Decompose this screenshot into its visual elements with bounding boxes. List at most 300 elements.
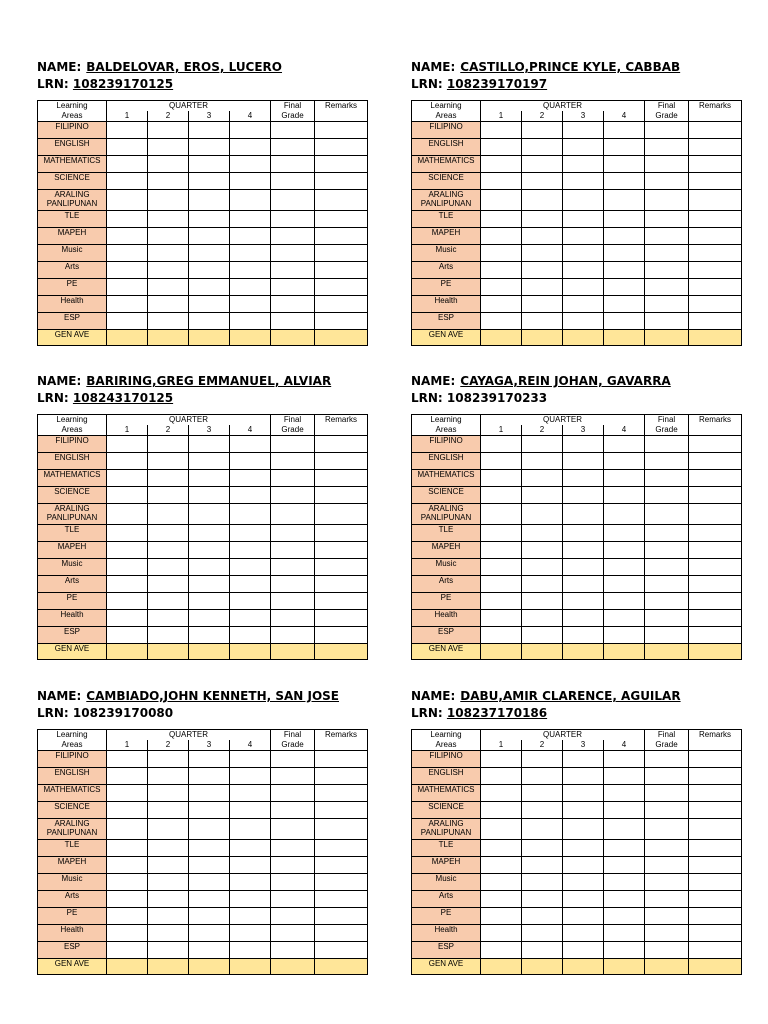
grade-cell-q1[interactable] <box>481 436 522 453</box>
final-grade-cell[interactable] <box>645 874 689 891</box>
remarks-cell[interactable] <box>689 470 742 487</box>
remarks-cell[interactable] <box>689 751 742 768</box>
grade-cell-q4[interactable] <box>230 593 271 610</box>
grade-cell-q4[interactable] <box>604 525 645 542</box>
grade-cell-q3[interactable] <box>563 122 604 139</box>
grade-cell-q2[interactable] <box>148 908 189 925</box>
final-grade-cell[interactable] <box>271 559 315 576</box>
remarks-cell[interactable] <box>689 156 742 173</box>
grade-cell-q3[interactable] <box>563 504 604 525</box>
grade-cell-q1[interactable] <box>107 751 148 768</box>
remarks-cell[interactable] <box>315 819 368 840</box>
remarks-cell[interactable] <box>315 504 368 525</box>
grade-cell-q2[interactable] <box>522 122 563 139</box>
grade-cell-q3[interactable] <box>189 576 230 593</box>
grade-cell-q3[interactable] <box>563 559 604 576</box>
grade-cell-q1[interactable] <box>107 228 148 245</box>
grade-cell-q2[interactable] <box>148 627 189 644</box>
remarks-cell[interactable] <box>315 874 368 891</box>
grade-cell-q4[interactable] <box>604 542 645 559</box>
remarks-cell[interactable] <box>315 262 368 279</box>
grade-cell-q1[interactable] <box>481 139 522 156</box>
gen-ave-remarks[interactable] <box>689 644 742 660</box>
grade-cell-q4[interactable] <box>230 525 271 542</box>
grade-cell-q2[interactable] <box>522 542 563 559</box>
grade-cell-q2[interactable] <box>522 504 563 525</box>
final-grade-cell[interactable] <box>271 245 315 262</box>
grade-cell-q3[interactable] <box>563 296 604 313</box>
grade-cell-q3[interactable] <box>563 211 604 228</box>
final-grade-cell[interactable] <box>645 228 689 245</box>
grade-cell-q1[interactable] <box>107 122 148 139</box>
grade-cell-q3[interactable] <box>189 470 230 487</box>
grade-cell-q1[interactable] <box>481 453 522 470</box>
grade-cell-q4[interactable] <box>230 279 271 296</box>
final-grade-cell[interactable] <box>271 874 315 891</box>
remarks-cell[interactable] <box>315 245 368 262</box>
remarks-cell[interactable] <box>689 908 742 925</box>
grade-cell-q1[interactable] <box>107 173 148 190</box>
grade-cell-q3[interactable] <box>189 296 230 313</box>
final-grade-cell[interactable] <box>271 296 315 313</box>
final-grade-cell[interactable] <box>271 891 315 908</box>
grade-cell-q2[interactable] <box>522 576 563 593</box>
final-grade-cell[interactable] <box>271 610 315 627</box>
grade-cell-q2[interactable] <box>522 525 563 542</box>
remarks-cell[interactable] <box>689 857 742 874</box>
final-grade-cell[interactable] <box>645 504 689 525</box>
grade-cell-q3[interactable] <box>563 593 604 610</box>
grade-cell-q4[interactable] <box>230 768 271 785</box>
final-grade-cell[interactable] <box>645 840 689 857</box>
grade-cell-q4[interactable] <box>230 470 271 487</box>
grade-cell-q2[interactable] <box>148 139 189 156</box>
grade-cell-q1[interactable] <box>107 891 148 908</box>
final-grade-cell[interactable] <box>645 627 689 644</box>
grade-cell-q4[interactable] <box>604 279 645 296</box>
final-grade-cell[interactable] <box>645 819 689 840</box>
remarks-cell[interactable] <box>315 802 368 819</box>
remarks-cell[interactable] <box>689 942 742 959</box>
grade-cell-q1[interactable] <box>481 228 522 245</box>
grade-cell-q4[interactable] <box>230 173 271 190</box>
gen-ave-final[interactable] <box>271 330 315 346</box>
remarks-cell[interactable] <box>689 576 742 593</box>
grade-cell-q4[interactable] <box>230 942 271 959</box>
final-grade-cell[interactable] <box>645 156 689 173</box>
grade-cell-q3[interactable] <box>189 313 230 330</box>
final-grade-cell[interactable] <box>645 768 689 785</box>
final-grade-cell[interactable] <box>645 296 689 313</box>
grade-cell-q1[interactable] <box>107 802 148 819</box>
final-grade-cell[interactable] <box>645 576 689 593</box>
gen-ave-final[interactable] <box>645 330 689 346</box>
final-grade-cell[interactable] <box>271 542 315 559</box>
final-grade-cell[interactable] <box>645 610 689 627</box>
final-grade-cell[interactable] <box>271 436 315 453</box>
grade-cell-q1[interactable] <box>481 785 522 802</box>
grade-cell-q3[interactable] <box>189 785 230 802</box>
grade-cell-q1[interactable] <box>481 840 522 857</box>
grade-cell-q4[interactable] <box>230 262 271 279</box>
grade-cell-q1[interactable] <box>481 768 522 785</box>
final-grade-cell[interactable] <box>271 453 315 470</box>
final-grade-cell[interactable] <box>645 262 689 279</box>
grade-cell-q2[interactable] <box>522 296 563 313</box>
grade-cell-q2[interactable] <box>522 139 563 156</box>
grade-cell-q2[interactable] <box>148 840 189 857</box>
remarks-cell[interactable] <box>689 139 742 156</box>
grade-cell-q1[interactable] <box>107 245 148 262</box>
final-grade-cell[interactable] <box>271 785 315 802</box>
grade-cell-q1[interactable] <box>481 296 522 313</box>
remarks-cell[interactable] <box>689 525 742 542</box>
remarks-cell[interactable] <box>315 559 368 576</box>
grade-cell-q3[interactable] <box>563 139 604 156</box>
grade-cell-q3[interactable] <box>189 874 230 891</box>
grade-cell-q2[interactable] <box>522 942 563 959</box>
grade-cell-q4[interactable] <box>230 802 271 819</box>
final-grade-cell[interactable] <box>271 576 315 593</box>
grade-cell-q3[interactable] <box>189 559 230 576</box>
grade-cell-q1[interactable] <box>107 139 148 156</box>
grade-cell-q4[interactable] <box>604 802 645 819</box>
grade-cell-q4[interactable] <box>230 436 271 453</box>
final-grade-cell[interactable] <box>271 627 315 644</box>
grade-cell-q1[interactable] <box>107 559 148 576</box>
grade-cell-q3[interactable] <box>563 819 604 840</box>
gen-ave-q2[interactable] <box>522 330 563 346</box>
gen-ave-q2[interactable] <box>148 644 189 660</box>
grade-cell-q4[interactable] <box>604 453 645 470</box>
grade-cell-q2[interactable] <box>522 908 563 925</box>
grade-cell-q2[interactable] <box>522 593 563 610</box>
gen-ave-remarks[interactable] <box>315 959 368 975</box>
grade-cell-q3[interactable] <box>563 173 604 190</box>
remarks-cell[interactable] <box>315 942 368 959</box>
grade-cell-q2[interactable] <box>522 559 563 576</box>
grade-cell-q3[interactable] <box>189 610 230 627</box>
grade-cell-q1[interactable] <box>481 610 522 627</box>
grade-cell-q2[interactable] <box>522 470 563 487</box>
grade-cell-q3[interactable] <box>563 874 604 891</box>
grade-cell-q2[interactable] <box>148 819 189 840</box>
gen-ave-q2[interactable] <box>148 330 189 346</box>
gen-ave-final[interactable] <box>271 644 315 660</box>
grade-cell-q4[interactable] <box>230 453 271 470</box>
grade-cell-q3[interactable] <box>563 190 604 211</box>
remarks-cell[interactable] <box>315 487 368 504</box>
grade-cell-q3[interactable] <box>189 190 230 211</box>
gen-ave-final[interactable] <box>645 644 689 660</box>
grade-cell-q1[interactable] <box>481 751 522 768</box>
remarks-cell[interactable] <box>315 610 368 627</box>
grade-cell-q1[interactable] <box>107 593 148 610</box>
grade-cell-q4[interactable] <box>604 576 645 593</box>
remarks-cell[interactable] <box>689 840 742 857</box>
grade-cell-q2[interactable] <box>148 751 189 768</box>
grade-cell-q2[interactable] <box>148 487 189 504</box>
grade-cell-q4[interactable] <box>604 857 645 874</box>
final-grade-cell[interactable] <box>645 593 689 610</box>
grade-cell-q4[interactable] <box>230 190 271 211</box>
grade-cell-q2[interactable] <box>522 891 563 908</box>
grade-cell-q4[interactable] <box>604 785 645 802</box>
grade-cell-q3[interactable] <box>189 857 230 874</box>
gen-ave-q4[interactable] <box>604 644 645 660</box>
grade-cell-q4[interactable] <box>230 610 271 627</box>
remarks-cell[interactable] <box>689 245 742 262</box>
grade-cell-q2[interactable] <box>148 211 189 228</box>
grade-cell-q1[interactable] <box>481 593 522 610</box>
grade-cell-q3[interactable] <box>563 156 604 173</box>
grade-cell-q3[interactable] <box>563 245 604 262</box>
final-grade-cell[interactable] <box>645 925 689 942</box>
grade-cell-q1[interactable] <box>481 576 522 593</box>
remarks-cell[interactable] <box>689 610 742 627</box>
final-grade-cell[interactable] <box>271 279 315 296</box>
gen-ave-q4[interactable] <box>230 959 271 975</box>
grade-cell-q4[interactable] <box>604 245 645 262</box>
grade-cell-q1[interactable] <box>481 245 522 262</box>
grade-cell-q1[interactable] <box>107 262 148 279</box>
grade-cell-q2[interactable] <box>148 785 189 802</box>
final-grade-cell[interactable] <box>271 228 315 245</box>
final-grade-cell[interactable] <box>271 470 315 487</box>
grade-cell-q1[interactable] <box>107 857 148 874</box>
remarks-cell[interactable] <box>689 211 742 228</box>
gen-ave-q1[interactable] <box>107 644 148 660</box>
grade-cell-q4[interactable] <box>230 751 271 768</box>
grade-cell-q4[interactable] <box>604 470 645 487</box>
grade-cell-q4[interactable] <box>230 487 271 504</box>
grade-cell-q1[interactable] <box>107 487 148 504</box>
remarks-cell[interactable] <box>315 436 368 453</box>
grade-cell-q4[interactable] <box>230 122 271 139</box>
grade-cell-q4[interactable] <box>604 122 645 139</box>
grade-cell-q4[interactable] <box>230 819 271 840</box>
grade-cell-q3[interactable] <box>189 542 230 559</box>
grade-cell-q3[interactable] <box>189 504 230 525</box>
grade-cell-q2[interactable] <box>522 751 563 768</box>
remarks-cell[interactable] <box>315 296 368 313</box>
grade-cell-q4[interactable] <box>604 819 645 840</box>
final-grade-cell[interactable] <box>645 857 689 874</box>
remarks-cell[interactable] <box>689 802 742 819</box>
grade-cell-q2[interactable] <box>148 891 189 908</box>
grade-cell-q1[interactable] <box>107 819 148 840</box>
grade-cell-q4[interactable] <box>604 627 645 644</box>
grade-cell-q2[interactable] <box>522 925 563 942</box>
final-grade-cell[interactable] <box>271 768 315 785</box>
final-grade-cell[interactable] <box>271 751 315 768</box>
grade-cell-q2[interactable] <box>148 802 189 819</box>
grade-cell-q4[interactable] <box>230 908 271 925</box>
grade-cell-q1[interactable] <box>481 559 522 576</box>
grade-cell-q2[interactable] <box>522 819 563 840</box>
final-grade-cell[interactable] <box>645 559 689 576</box>
remarks-cell[interactable] <box>315 908 368 925</box>
remarks-cell[interactable] <box>689 122 742 139</box>
grade-cell-q1[interactable] <box>107 525 148 542</box>
grade-cell-q3[interactable] <box>189 453 230 470</box>
final-grade-cell[interactable] <box>271 156 315 173</box>
final-grade-cell[interactable] <box>271 942 315 959</box>
remarks-cell[interactable] <box>315 228 368 245</box>
grade-cell-q3[interactable] <box>189 627 230 644</box>
remarks-cell[interactable] <box>689 453 742 470</box>
grade-cell-q4[interactable] <box>604 211 645 228</box>
grade-cell-q2[interactable] <box>522 190 563 211</box>
grade-cell-q2[interactable] <box>522 785 563 802</box>
grade-cell-q1[interactable] <box>481 470 522 487</box>
grade-cell-q3[interactable] <box>563 436 604 453</box>
gen-ave-final[interactable] <box>645 959 689 975</box>
remarks-cell[interactable] <box>689 785 742 802</box>
grade-cell-q2[interactable] <box>522 436 563 453</box>
grade-cell-q3[interactable] <box>563 925 604 942</box>
grade-cell-q1[interactable] <box>481 211 522 228</box>
grade-cell-q3[interactable] <box>563 576 604 593</box>
grade-cell-q3[interactable] <box>563 751 604 768</box>
grade-cell-q3[interactable] <box>563 487 604 504</box>
grade-cell-q1[interactable] <box>107 211 148 228</box>
final-grade-cell[interactable] <box>645 211 689 228</box>
grade-cell-q2[interactable] <box>148 156 189 173</box>
grade-cell-q3[interactable] <box>189 908 230 925</box>
final-grade-cell[interactable] <box>645 802 689 819</box>
grade-cell-q2[interactable] <box>148 576 189 593</box>
remarks-cell[interactable] <box>315 576 368 593</box>
grade-cell-q1[interactable] <box>107 908 148 925</box>
grade-cell-q2[interactable] <box>522 279 563 296</box>
grade-cell-q3[interactable] <box>189 768 230 785</box>
remarks-cell[interactable] <box>689 296 742 313</box>
remarks-cell[interactable] <box>689 504 742 525</box>
grade-cell-q1[interactable] <box>107 785 148 802</box>
grade-cell-q3[interactable] <box>189 525 230 542</box>
grade-cell-q1[interactable] <box>107 576 148 593</box>
final-grade-cell[interactable] <box>645 436 689 453</box>
grade-cell-q2[interactable] <box>148 857 189 874</box>
grade-cell-q2[interactable] <box>522 211 563 228</box>
final-grade-cell[interactable] <box>271 487 315 504</box>
grade-cell-q3[interactable] <box>189 925 230 942</box>
gen-ave-q4[interactable] <box>604 330 645 346</box>
grade-cell-q2[interactable] <box>148 559 189 576</box>
gen-ave-remarks[interactable] <box>315 330 368 346</box>
remarks-cell[interactable] <box>689 768 742 785</box>
remarks-cell[interactable] <box>689 436 742 453</box>
grade-cell-q3[interactable] <box>563 525 604 542</box>
grade-cell-q4[interactable] <box>604 768 645 785</box>
grade-cell-q3[interactable] <box>563 262 604 279</box>
remarks-cell[interactable] <box>315 840 368 857</box>
grade-cell-q2[interactable] <box>522 487 563 504</box>
grade-cell-q3[interactable] <box>189 122 230 139</box>
remarks-cell[interactable] <box>689 542 742 559</box>
grade-cell-q2[interactable] <box>148 173 189 190</box>
grade-cell-q1[interactable] <box>107 156 148 173</box>
final-grade-cell[interactable] <box>271 857 315 874</box>
grade-cell-q4[interactable] <box>604 436 645 453</box>
remarks-cell[interactable] <box>689 487 742 504</box>
grade-cell-q3[interactable] <box>189 487 230 504</box>
remarks-cell[interactable] <box>689 627 742 644</box>
grade-cell-q3[interactable] <box>563 768 604 785</box>
remarks-cell[interactable] <box>315 857 368 874</box>
grade-cell-q3[interactable] <box>189 891 230 908</box>
grade-cell-q2[interactable] <box>148 228 189 245</box>
grade-cell-q2[interactable] <box>522 228 563 245</box>
grade-cell-q4[interactable] <box>604 559 645 576</box>
grade-cell-q1[interactable] <box>107 627 148 644</box>
gen-ave-q1[interactable] <box>481 330 522 346</box>
grade-cell-q2[interactable] <box>148 610 189 627</box>
remarks-cell[interactable] <box>315 190 368 211</box>
final-grade-cell[interactable] <box>271 802 315 819</box>
final-grade-cell[interactable] <box>271 262 315 279</box>
gen-ave-q1[interactable] <box>481 959 522 975</box>
grade-cell-q3[interactable] <box>563 908 604 925</box>
grade-cell-q2[interactable] <box>148 245 189 262</box>
gen-ave-q2[interactable] <box>522 644 563 660</box>
grade-cell-q4[interactable] <box>230 785 271 802</box>
grade-cell-q4[interactable] <box>230 139 271 156</box>
remarks-cell[interactable] <box>315 139 368 156</box>
grade-cell-q1[interactable] <box>107 190 148 211</box>
grade-cell-q3[interactable] <box>189 156 230 173</box>
grade-cell-q3[interactable] <box>189 802 230 819</box>
remarks-cell[interactable] <box>689 559 742 576</box>
remarks-cell[interactable] <box>315 751 368 768</box>
grade-cell-q4[interactable] <box>230 840 271 857</box>
grade-cell-q1[interactable] <box>481 313 522 330</box>
final-grade-cell[interactable] <box>271 840 315 857</box>
grade-cell-q1[interactable] <box>107 279 148 296</box>
grade-cell-q4[interactable] <box>604 925 645 942</box>
grade-cell-q2[interactable] <box>522 313 563 330</box>
grade-cell-q1[interactable] <box>481 279 522 296</box>
grade-cell-q2[interactable] <box>148 525 189 542</box>
grade-cell-q2[interactable] <box>148 453 189 470</box>
final-grade-cell[interactable] <box>271 925 315 942</box>
grade-cell-q3[interactable] <box>189 279 230 296</box>
remarks-cell[interactable] <box>315 768 368 785</box>
grade-cell-q4[interactable] <box>604 296 645 313</box>
grade-cell-q4[interactable] <box>604 751 645 768</box>
grade-cell-q3[interactable] <box>563 313 604 330</box>
grade-cell-q1[interactable] <box>107 610 148 627</box>
gen-ave-q3[interactable] <box>189 330 230 346</box>
grade-cell-q2[interactable] <box>522 768 563 785</box>
gen-ave-q4[interactable] <box>604 959 645 975</box>
grade-cell-q3[interactable] <box>563 470 604 487</box>
final-grade-cell[interactable] <box>271 173 315 190</box>
final-grade-cell[interactable] <box>271 908 315 925</box>
grade-cell-q3[interactable] <box>563 453 604 470</box>
grade-cell-q4[interactable] <box>604 610 645 627</box>
grade-cell-q3[interactable] <box>563 627 604 644</box>
grade-cell-q4[interactable] <box>604 487 645 504</box>
remarks-cell[interactable] <box>315 785 368 802</box>
gen-ave-q3[interactable] <box>563 959 604 975</box>
grade-cell-q4[interactable] <box>604 173 645 190</box>
grade-cell-q1[interactable] <box>107 313 148 330</box>
gen-ave-q4[interactable] <box>230 330 271 346</box>
grade-cell-q3[interactable] <box>563 857 604 874</box>
final-grade-cell[interactable] <box>645 470 689 487</box>
